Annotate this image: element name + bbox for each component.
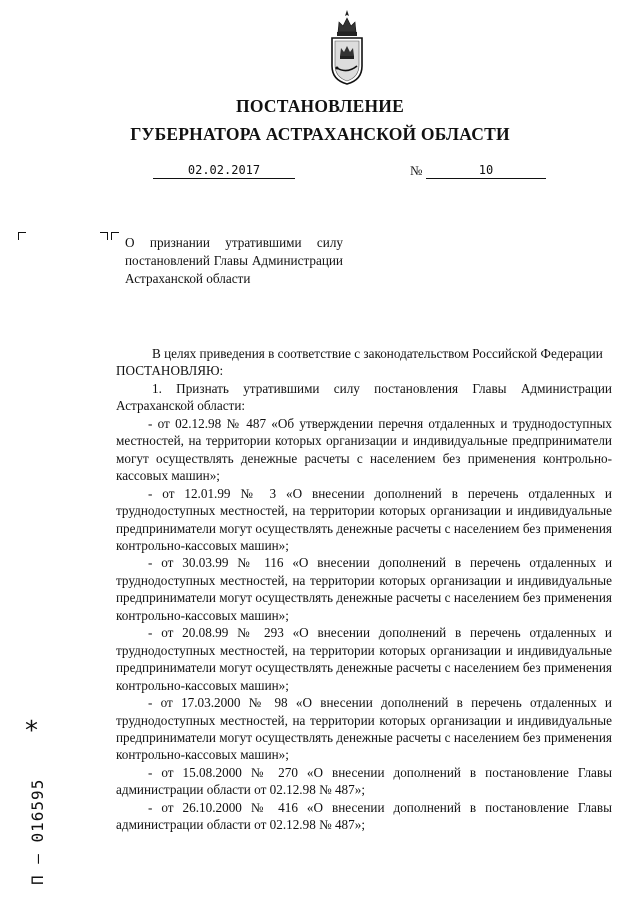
list-item: - от 12.01.99 № 3 «О внесении дополнений в перечень отдаленных и труднодоступных местностей, на территории которых организации и индивидуальные предприниматели могут осуществлять денежные расчеты с населением без применения контрольно-кассовых машин»; bbox=[116, 485, 612, 553]
subject-open-bracket-right bbox=[100, 232, 108, 240]
number-label: № bbox=[410, 163, 423, 178]
document-subject: О признании утратившими силу постановлений Главы Администрации Астраханской области bbox=[125, 235, 343, 286]
document-date: 02.02.2017 bbox=[153, 163, 295, 179]
list-item: - от 26.10.2000 № 416 «О внесении дополнений в постановление Главы администрации области от 02.12.98 № 487»; bbox=[116, 799, 612, 833]
form-serial-number: П – 016595 bbox=[28, 778, 47, 885]
decree-word: ПОСТАНОВЛЯЮ: bbox=[116, 363, 224, 379]
document-type-title: ПОСТАНОВЛЕНИЕ bbox=[236, 96, 404, 116]
document-number: 10 bbox=[426, 163, 546, 179]
document-body bbox=[116, 345, 612, 834]
list-item: - от 15.08.2000 № 270 «О внесении дополнений в постановление Главы администрации области от 02.12.98 № 487»; bbox=[116, 764, 612, 798]
issuer-title: ГУБЕРНАТОРА АСТРАХАНСКОЙ ОБЛАСТИ bbox=[130, 124, 510, 144]
preamble-paragraph: В целях приведения в соответствие с законодательством Российской Федерации bbox=[152, 346, 603, 361]
list-item: - от 30.03.99 № 116 «О внесении дополнений в перечень отдаленных и труднодоступных местностей, на территории которых организации и индивидуальные предприниматели могут осуществлять денежные расчеты с населением без применения контрольно-кассовых машин»; bbox=[116, 555, 612, 623]
list-item: - от 17.03.2000 № 98 «О внесении дополнений в перечень отдаленных и труднодоступных местностей, на территории которых организации и индивидуальные предприниматели могут осуществлять денежные расчеты с населением без применения контрольно-кассовых машин»; bbox=[116, 695, 612, 763]
serial-number-block bbox=[10, 735, 50, 895]
subject-open-bracket-left bbox=[111, 232, 119, 240]
list-item: - от 20.08.99 № 293 «О внесении дополнений в перечень отдаленных и труднодоступных местностей, на территории которых организации и индивидуальные предприниматели могут осуществлять денежные расчеты с населением без применения контрольно-кассовых машин»; bbox=[116, 625, 612, 693]
left-corner-mark bbox=[18, 232, 26, 240]
list-item: - от 02.12.98 № 487 «Об утверждении перечня отдаленных и труднодоступных местностей, на территории которых организации и индивидуальные предприниматели могут осуществлять денежные расчеты с населением без применения контрольно-кассовых машин»; bbox=[116, 415, 612, 484]
coat-of-arms-icon bbox=[326, 8, 368, 86]
margin-star: * bbox=[25, 716, 38, 746]
item-1-paragraph: 1. Признать утратившими силу постановления Главы Администрации Астраханской области: bbox=[116, 380, 612, 414]
